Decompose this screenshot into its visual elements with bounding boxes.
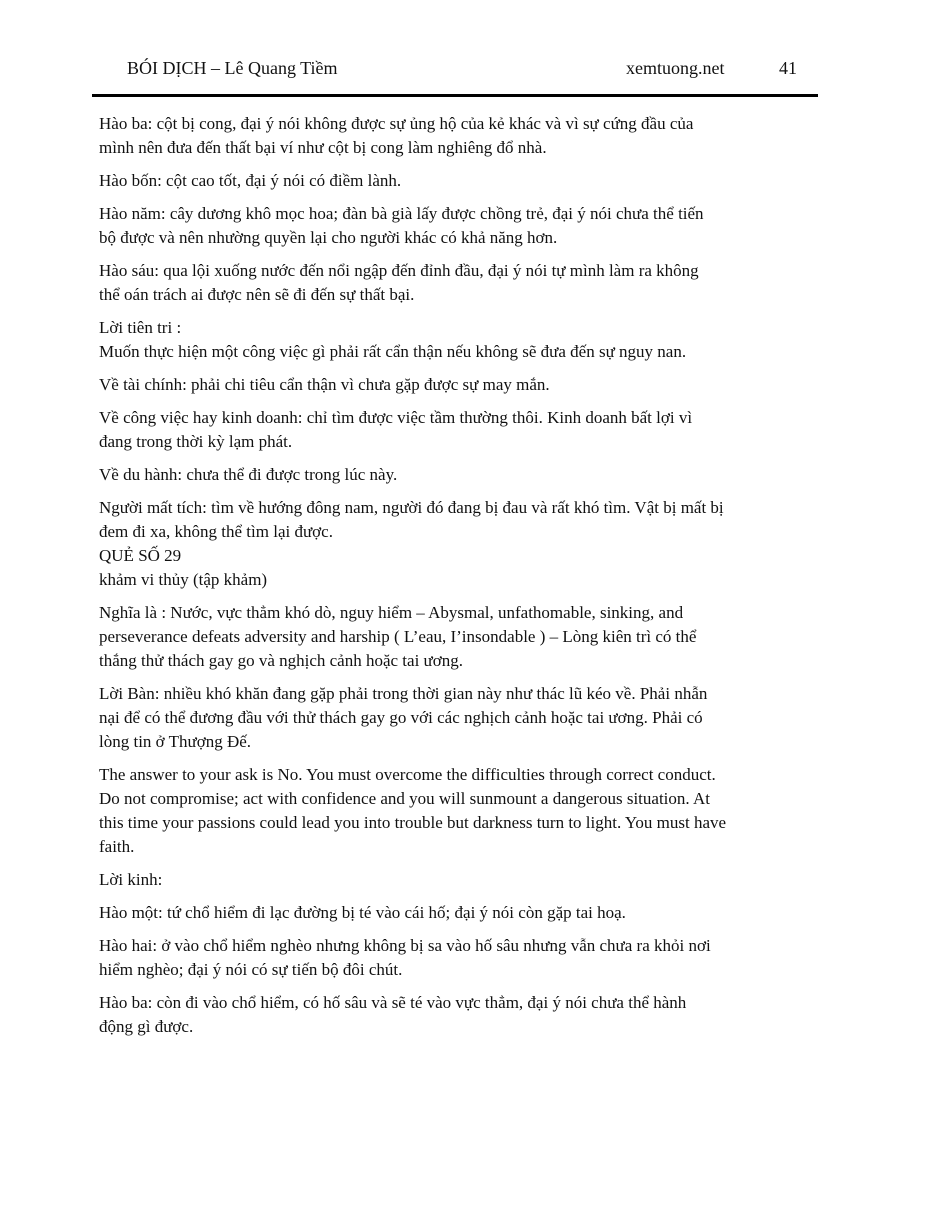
paragraph [99,463,804,487]
text-line: Lời tiên tri : [99,318,182,337]
paragraph [99,112,804,160]
text-line: Lời kinh: [99,870,163,889]
text-line: đang trong thời kỳ lạm phát. [99,432,293,451]
text-line: Người mất tích: tìm về hướng đông nam, người đó đang bị đau và rất khó tìm. Vật bị mất bị [99,498,724,517]
paragraph [99,406,804,454]
text-line: Hào một: tứ chổ hiểm đi lạc đường bị té vào cái hố; đại ý nói còn gặp tai hoạ. [99,903,626,922]
document-body [99,112,804,1048]
text-line: Hào bốn: cột cao tốt, đại ý nói có điềm lành. [99,171,402,190]
text-line: Hào ba: cột bị cong, đại ý nói không được sự ủng hộ của kẻ khác và vì sự cứng đầu của [99,114,694,133]
text-line: QUẺ SỐ 29 [99,546,182,565]
text-line: nại để có thể đương đầu với thử thách gay go với các nghịch cảnh hoặc tai ương. Phải có [99,708,703,727]
paragraph [99,682,804,754]
text-line: hiểm nghèo; đại ý nói có sự tiến bộ đôi chút. [99,960,403,979]
text-line: Về du hành: chưa thể đi được trong lúc này. [99,465,398,484]
text-line: Muốn thực hiện một công việc gì phải rất cẩn thận nếu không sẽ đưa đến sự nguy nan. [99,342,687,361]
text-line: lòng tin ở Thượng Đế. [99,732,252,751]
text-line: perseverance defeats adversity and harship ( L’eau, I’insondable ) – Lòng kiên trì có thể [99,627,697,646]
header-divider [92,94,818,97]
paragraph [99,544,804,592]
page-header [0,0,935,100]
text-line: bộ được và nên nhường quyền lại cho người khác có khả năng hơn. [99,228,558,247]
text-line: khảm vi thủy (tập khảm) [99,570,268,589]
header-site: xemtuong.net [626,58,725,78]
text-line: faith. [99,837,135,856]
paragraph [99,373,804,397]
paragraph [99,763,804,859]
paragraph [99,259,804,307]
paragraph [99,934,804,982]
paragraph [99,901,804,925]
text-line: thể oán trách ai được nên sẽ đi đến sự thất bại. [99,285,415,304]
text-line: mình nên đưa đến thất bại ví như cột bị cong làm nghiêng đổ nhà. [99,138,547,157]
paragraph [99,202,804,250]
text-line: Về tài chính: phải chi tiêu cẩn thận vì chưa gặp được sự may mắn. [99,375,550,394]
paragraph [99,868,804,892]
text-line: đem đi xa, không thể tìm lại được. [99,522,333,541]
text-line: động gì được. [99,1017,194,1036]
header-title: BÓI DỊCH – Lê Quang Tiềm [127,58,338,78]
text-line: Hào sáu: qua lội xuống nước đến nổi ngập đến đỉnh đầu, đại ý nói tự mình làm ra không [99,261,699,280]
text-line: Nghĩa là : Nước, vực thẳm khó dò, nguy hiểm – Abysmal, unfathomable, sinking, and [99,603,684,622]
text-line: Hào ba: còn đi vào chổ hiểm, có hố sâu và sẽ té vào vực thẳm, đại ý nói chưa thể hành [99,993,687,1012]
text-line: Hào năm: cây dương khô mọc hoa; đàn bà già lấy được chồng trẻ, đại ý nói chưa thể tiến [99,204,704,223]
paragraph [99,316,804,364]
page-number: 41 [779,58,797,78]
text-line: Do not compromise; act with confidence and you will sunmount a dangerous situation. At [99,789,710,808]
paragraph [99,601,804,673]
text-line: thắng thử thách gay go và nghịch cảnh hoặc tai ương. [99,651,464,670]
paragraph [99,991,804,1039]
text-line: Lời Bàn: nhiều khó khăn đang gặp phải trong thời gian này như thác lũ kéo về. Phải nhẫn [99,684,708,703]
text-line: this time your passions could lead you into trouble but darkness turn to light. You must have [99,813,727,832]
text-line: Hào hai: ở vào chổ hiểm nghèo nhưng không bị sa vào hố sâu nhưng vẫn chưa ra khỏi nơi [99,936,711,955]
paragraph [99,496,804,544]
text-line: The answer to your ask is No. You must overcome the difficulties through correct conduct. [99,765,716,784]
text-line: Về công việc hay kinh doanh: chỉ tìm được việc tầm thường thôi. Kinh doanh bất lợi vì [99,408,693,427]
paragraph [99,169,804,193]
